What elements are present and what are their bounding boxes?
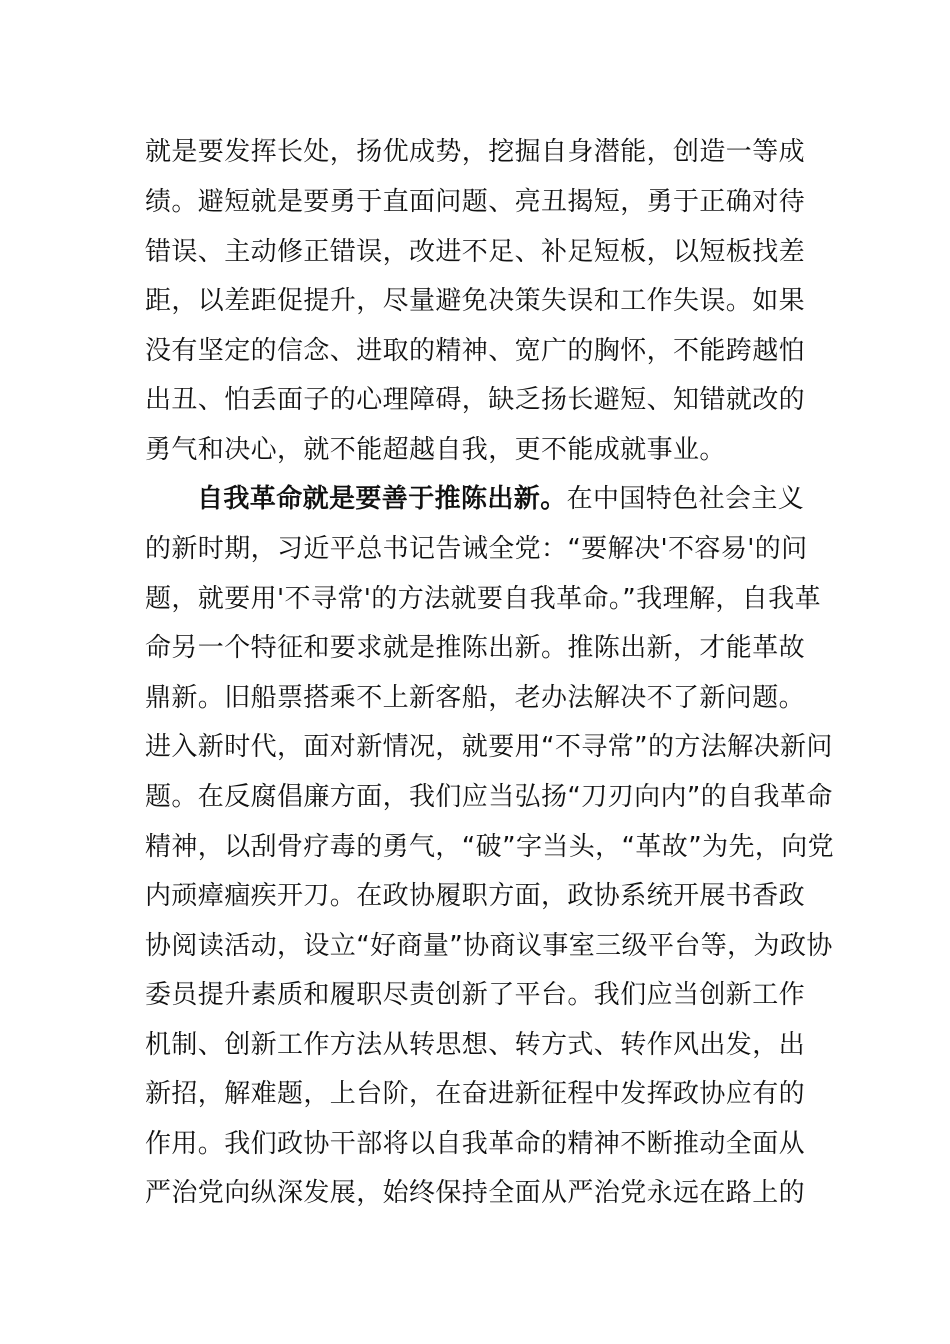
text-line: 题。在反腐倡廉方面，我们应当弘扬“刀刃向内”的自我革命 (145, 782, 833, 812)
text-line: 协阅读活动，设立“好商量”协商议事室三级平台等，为政协 (145, 931, 833, 961)
paragraph-first-line (197, 474, 877, 524)
text-line: 进入新时代，面对新情况，就要用“不寻常”的方法解决新问 (145, 732, 833, 762)
text-line: 作用。我们政协干部将以自我革命的精神不断推动全面从 (145, 1129, 806, 1159)
text-line: 鼎新。旧船票搭乘不上新客船，老办法解决不了新问题。 (145, 683, 806, 713)
text-line: 机制、创新工作方法从转思想、转方式、转作风出发，出 (145, 1030, 806, 1060)
text-line: 错误、主动修正错误，改进不足、补足短板，以短板找差 (145, 237, 806, 267)
text-line: 题，就要用'不寻常'的方法就要自我革命。”我理解，自我革 (145, 584, 821, 614)
text-line: 出丑、怕丢面子的心理障碍，缺乏扬长避短、知错就改的 (145, 385, 806, 415)
text-line: 精神，以刮骨疗毒的勇气，“破”字当头，“革故”为先，向党 (145, 832, 835, 862)
text-line: 勇气和决心，就不能超越自我，更不能成就事业。 (145, 435, 726, 465)
text-line: 内顽瘴痼疾开刀。在政协履职方面，政协系统开展书香政 (145, 881, 806, 911)
text-line: 委员提升素质和履职尽责创新了平台。我们应当创新工作 (145, 980, 806, 1010)
text-line: 没有坚定的信念、进取的精神、宽广的胸怀，不能跨越怕 (145, 336, 806, 366)
text-line: 就是要发挥长处，扬优成势，挖掘自身潜能，创造一等成 (145, 137, 806, 167)
paragraph-heading: 自我革命就是要善于推陈出新。 (197, 484, 567, 514)
text-line: 新招，解难题，上台阶，在奋进新征程中发挥政协应有的 (145, 1079, 806, 1109)
text-line: 距，以差距促提升，尽量避免决策失误和工作失误。如果 (145, 286, 806, 316)
paragraph-first-line-text: 在中国特色社会主义 (566, 484, 805, 514)
text-line: 严治党向纵深发展，始终保持全面从严治党永远在路上的 (145, 1178, 806, 1208)
text-line: 绩。避短就是要勇于直面问题、亮丑揭短，勇于正确对待 (145, 187, 806, 217)
text-line: 的新时期，习近平总书记告诫全党：“要解决'不容易'的问 (145, 534, 808, 564)
text-line: 命另一个特征和要求就是推陈出新。推陈出新，才能革故 (145, 633, 806, 663)
